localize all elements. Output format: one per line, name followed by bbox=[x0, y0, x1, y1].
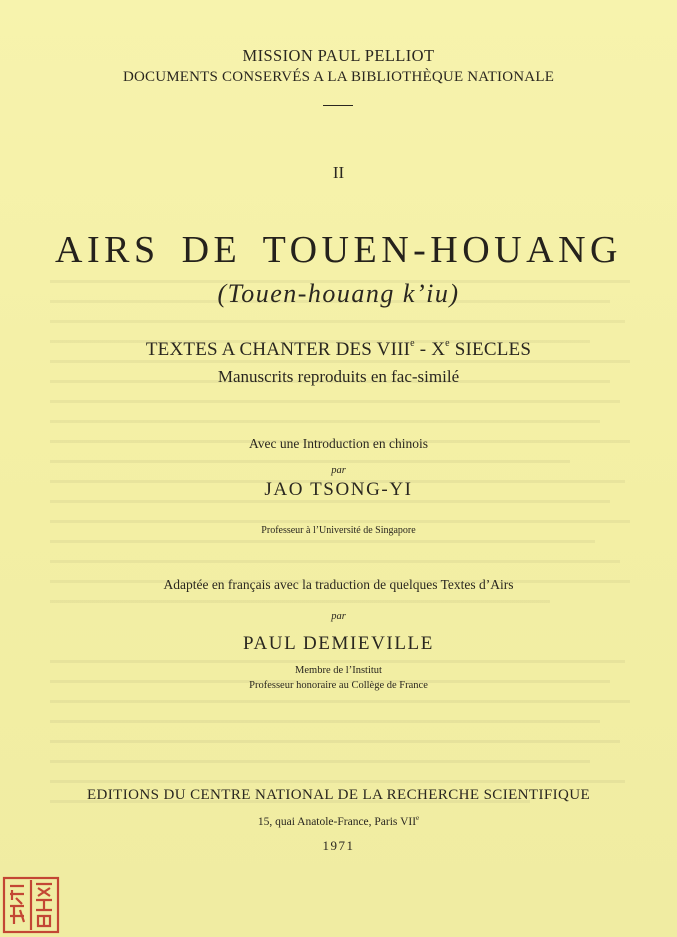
book-title: AIRS DE TOUEN-HOUANG bbox=[55, 229, 622, 271]
author-name-demieville: PAUL DEMIEVILLE bbox=[243, 633, 434, 654]
introduction-note: Avec une Introduction en chinois bbox=[249, 436, 428, 451]
header-divider bbox=[323, 105, 353, 106]
texts-suffix: SIECLES bbox=[449, 339, 532, 360]
publication-year: 1971 bbox=[322, 838, 355, 853]
manuscripts-note: Manuscrits reproduits en fac-similé bbox=[217, 367, 460, 386]
red-seal-stamp-icon bbox=[2, 876, 60, 934]
publisher-name: EDITIONS DU CENTRE NATIONAL DE LA RECHERCHE SCIENTIFIQUE bbox=[86, 787, 591, 803]
texts-prefix: TEXTES A CHANTER DES VIII bbox=[145, 339, 411, 360]
series-title: MISSION PAUL PELLIOT bbox=[242, 46, 435, 65]
series-subtitle: DOCUMENTS CONSERVÉS A LA BIBLIOTHÈQUE NATIONALE bbox=[122, 69, 555, 85]
texts-superscript-1: e bbox=[410, 338, 415, 349]
author-affiliation-jao: Professeur à l’Université de Singapore bbox=[261, 525, 416, 536]
author-affiliation-institut: Membre de l’Institut bbox=[295, 665, 382, 676]
address-superscript: e bbox=[416, 814, 420, 822]
by-label: par bbox=[331, 465, 346, 476]
volume-number: II bbox=[332, 163, 345, 182]
author-name-jao: JAO TSONG-YI bbox=[264, 479, 413, 500]
author-affiliation-college: Professeur honoraire au Collège de France bbox=[249, 680, 428, 691]
texts-superscript-2: e bbox=[445, 338, 450, 349]
texts-description bbox=[0, 338, 677, 361]
texts-middle: - X bbox=[414, 339, 446, 360]
publisher-address bbox=[0, 814, 677, 828]
address-text: 15, quai Anatole-France, Paris VII bbox=[257, 816, 417, 828]
adaptation-note: Adaptée en français avec la traduction de quelques Textes d’Airs bbox=[163, 577, 514, 592]
book-subtitle: (Touen-houang k’iu) bbox=[217, 279, 460, 308]
by-label: par bbox=[331, 611, 346, 622]
